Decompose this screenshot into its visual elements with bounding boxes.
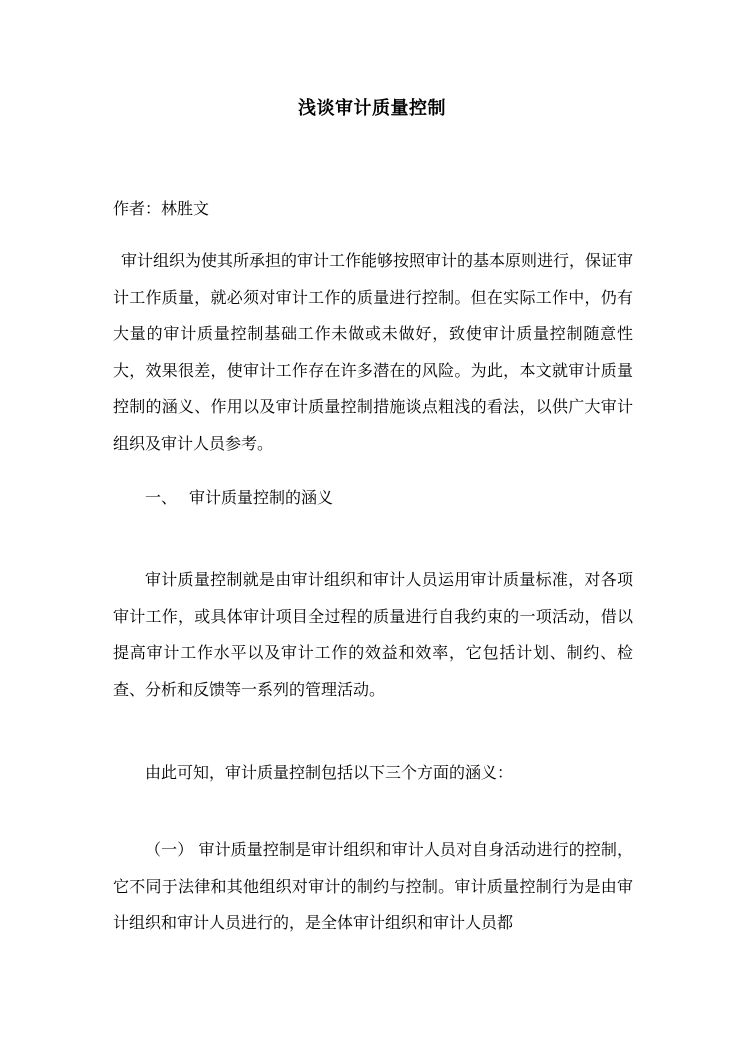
point-one-paragraph: （一） 审计质量控制是审计组织和审计人员对自身活动进行的控制，它不同于法律和其他组织对审计的制约与控制。审计质量控制行为是由审计组织和审计人员进行的，是全体审计组织和审计人员都: [113, 840, 633, 932]
document-title: 浅谈审计质量控制: [298, 98, 446, 119]
intro-text: 审计组织为使其所承担的审计工作能够按照审计的基本原则进行，保证审计工作质量，就必须对审计工作的质量进行控制。但在实际工作中，仍有大量的审计质量控制基础工作未做或未做好，致使审计质量控制随意性大，效果很差，使审计工作存在许多潜在的风险。为此，本文就审计质量控制的涵义、作用以及审计质量控制措施谈点粗浅的看法，以供广大审计组织及审计人员参考。: [113, 251, 634, 453]
section-heading: [145, 485, 333, 511]
summary-paragraph: 由此可知，审计质量控制包括以下三个方面的涵义：: [145, 763, 514, 782]
author-line: 作者：林胜文: [113, 199, 210, 218]
definition-paragraph: 审计质量控制就是由审计组织和审计人员运用审计质量标准，对各项审计工作，或具体审计项目全过程的质量进行自我约束的一项活动，借以提高审计工作水平以及审计工作的效益和效率，它包括计划、制约、检查、分析和反馈等一系列的管理活动。: [113, 570, 633, 699]
section-title: 审计质量控制的涵义: [189, 488, 334, 507]
section-number: 一、: [145, 488, 178, 507]
intro-paragraph: [113, 243, 633, 462]
